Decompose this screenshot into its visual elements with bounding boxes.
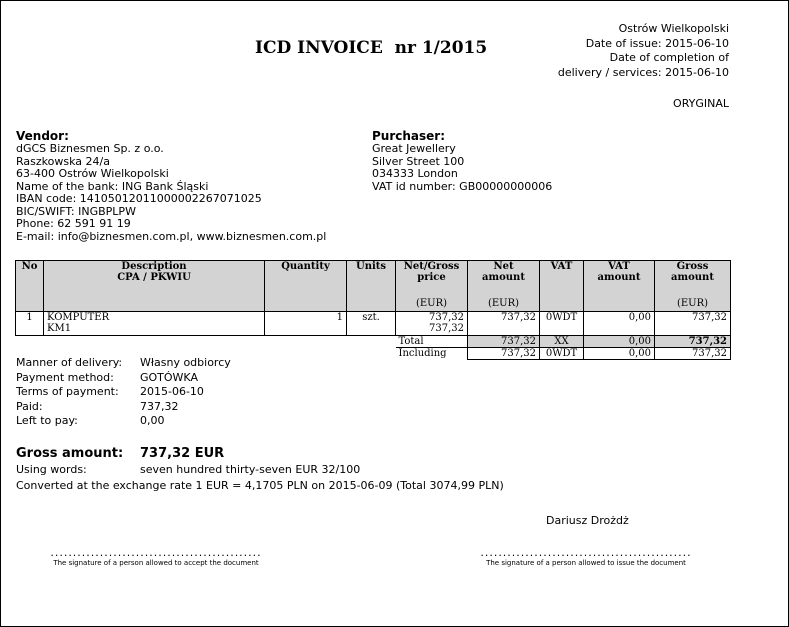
including-vat: 0WDT xyxy=(540,348,584,360)
issue-signature-caption: The signature of a person allowed to issue the document xyxy=(486,559,686,567)
total-net: 737,32 xyxy=(468,336,540,348)
including-gross: 737,32 xyxy=(655,348,731,360)
vendor-title: Vendor: xyxy=(16,129,69,143)
gross-amount-value: 737,32 EUR xyxy=(140,446,225,461)
issue-place: Ostrów Wielkopolski xyxy=(618,22,729,35)
vendor-line: 63-400 Ostrów Wielkopolski xyxy=(16,167,169,180)
left-to-pay-line: Left to pay: 0,00 xyxy=(16,414,165,427)
paid-line: Paid: 737,32 xyxy=(16,399,179,413)
amount-in-words: Using words: seven hundred thirty-seven EUR 32/100 xyxy=(16,463,361,476)
total-label: Total xyxy=(396,336,468,348)
row-vat-amount: 0,00 xyxy=(584,312,655,336)
row-gross-amount: 737,32 xyxy=(655,312,731,336)
vendor-line: dGCS Biznesmen Sp. z o.o. xyxy=(16,142,164,155)
issuer-name: Dariusz Drożdż xyxy=(546,514,629,527)
vendor-line: E-mail: info@biznesmen.com.pl, www.biznesmen.com.pl xyxy=(16,229,327,243)
purchaser-line: Silver Street 100 xyxy=(372,154,465,168)
issue-date: Date of issue: 2015-06-10 xyxy=(585,36,729,50)
signature-line: ............................................... xyxy=(480,546,692,559)
row-price: 737,32 737,32 xyxy=(396,312,468,336)
delivery-line: Manner of delivery: Własny odbiorcy xyxy=(16,356,231,369)
accept-signature-caption: The signature of a person allowed to accept the document xyxy=(53,559,259,567)
payment-terms-line: Terms of payment: 2015-06-10 xyxy=(16,385,204,398)
table-row xyxy=(16,312,731,336)
row-quantity: 1 xyxy=(265,312,347,336)
header-vat-amount: VAT amount xyxy=(584,261,655,312)
purchaser-title: Purchaser: xyxy=(372,129,446,143)
table-header-row xyxy=(16,261,731,312)
header-net-amount: Net amount (EUR) xyxy=(468,261,540,312)
including-label: Including xyxy=(398,348,447,359)
exchange-rate-note: Converted at the exchange rate 1 EUR = 4,1705 PLN on 2015-06-09 (Total 3074,99 PLN) xyxy=(16,479,504,492)
header-description: Description CPA / PKWIU xyxy=(44,261,265,312)
purchaser-line: Great Jewellery xyxy=(372,142,456,155)
completion-date-label: Date of completion of xyxy=(609,51,729,64)
header-gross-amount: Gross amount (EUR) xyxy=(655,261,731,312)
header-price: Net/Gross price (EUR) xyxy=(396,261,468,312)
total-row xyxy=(16,336,731,348)
completion-date: delivery / services: 2015-06-10 xyxy=(557,65,729,79)
row-no: 1 xyxy=(16,312,44,336)
row-units: szt. xyxy=(347,312,396,336)
original-label: ORYGINAL xyxy=(673,97,729,110)
total-vat-amount: 0,00 xyxy=(584,336,655,348)
header-units: Units xyxy=(347,261,396,312)
vendor-line: Phone: 62 591 91 19 xyxy=(16,217,131,230)
issue-details xyxy=(558,22,729,80)
invoice-title: ICD INVOICE nr 1/2015 xyxy=(255,38,488,58)
row-net-amount: 737,32 xyxy=(468,312,540,336)
payment-method-line: Payment method: GOTÓWKA xyxy=(16,370,198,384)
vendor-line: Name of the bank: ING Bank Śląski xyxy=(16,179,209,193)
vendor-block xyxy=(16,129,326,243)
vendor-line: IBAN code: 14105012011000002267071025 xyxy=(16,192,262,205)
including-net: 737,32 xyxy=(468,348,540,360)
header-vat: VAT xyxy=(540,261,584,312)
purchaser-block xyxy=(372,129,552,193)
invoice-items-table xyxy=(15,260,731,360)
accept-signature xyxy=(36,546,276,567)
vendor-line: BIC/SWIFT: INGBPLPW xyxy=(16,204,136,218)
signature-line: ............................................... xyxy=(50,546,262,559)
payment-details xyxy=(16,356,231,429)
vendor-line: Raszkowska 24/a xyxy=(16,154,110,168)
header-no: No xyxy=(16,261,44,312)
header-quantity: Quantity xyxy=(265,261,347,312)
row-description: KOMPUTER KM1 xyxy=(44,312,265,336)
gross-amount: Gross amount: 737,32 EUR xyxy=(16,446,225,461)
purchaser-line: 034333 London xyxy=(372,167,458,180)
issue-signature xyxy=(466,546,706,567)
total-vat: XX xyxy=(540,336,584,348)
total-gross: 737,32 xyxy=(655,336,731,348)
including-vat-amount: 0,00 xyxy=(584,348,655,360)
row-vat-rate: 0WDT xyxy=(540,312,584,336)
purchaser-line: VAT id number: GB00000000006 xyxy=(372,179,553,193)
